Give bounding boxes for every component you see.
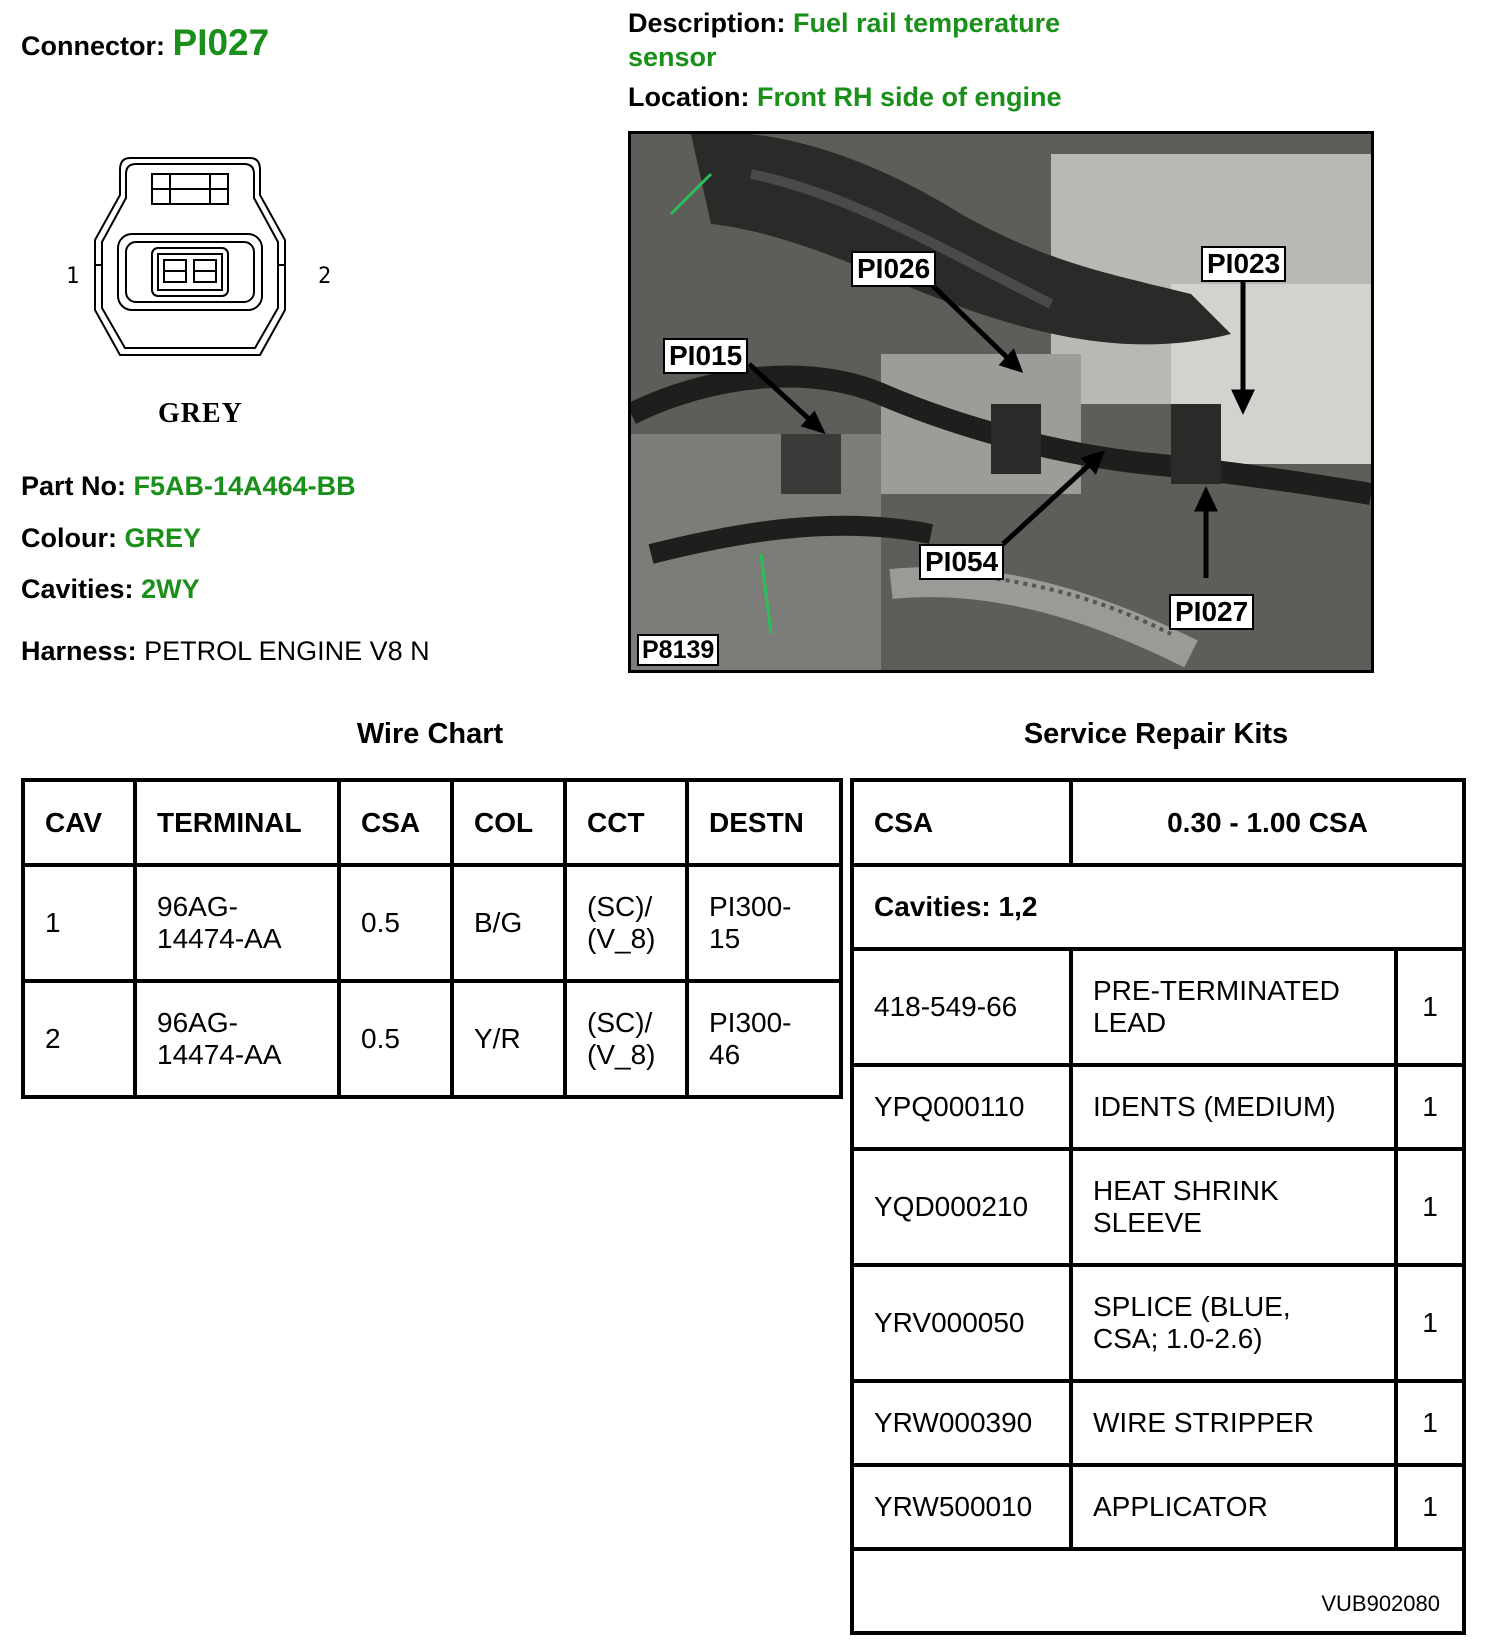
location-line bbox=[628, 82, 1062, 113]
kit-desc-cell: WIRE STRIPPER bbox=[1071, 1381, 1396, 1465]
kit-desc-cell: IDENTS (MEDIUM) bbox=[1071, 1065, 1396, 1149]
callout-pi015: PI015 bbox=[663, 338, 748, 374]
table-row bbox=[23, 981, 841, 1097]
location-label: Location: bbox=[628, 82, 750, 112]
header-cav: CAV bbox=[23, 780, 135, 865]
pin-1-label: 1 bbox=[66, 264, 80, 289]
connector-line bbox=[21, 22, 269, 64]
pin-2-label: 2 bbox=[318, 264, 332, 289]
connector-face-diagram bbox=[60, 150, 320, 390]
csa-cell: 0.5 bbox=[339, 981, 452, 1097]
wire-chart-title: Wire Chart bbox=[356, 718, 504, 750]
terminal-cell: 96AG- 14474-AA bbox=[135, 981, 339, 1097]
kit-part-cell: YRW500010 bbox=[852, 1465, 1071, 1549]
part-no-value: F5AB-14A464-BB bbox=[133, 471, 356, 501]
header-terminal: TERMINAL bbox=[135, 780, 339, 865]
kit-part-cell: YRW000390 bbox=[852, 1381, 1071, 1465]
repair-kits-title: Service Repair Kits bbox=[1023, 718, 1289, 750]
connector-color-caption: GREY bbox=[158, 398, 243, 429]
wire-chart-header-row bbox=[23, 780, 841, 865]
table-row bbox=[852, 1149, 1464, 1265]
header-cct: CCT bbox=[565, 780, 687, 865]
header-destn: DESTN bbox=[687, 780, 841, 865]
callout-pi027: PI027 bbox=[1169, 594, 1254, 630]
cavities-line bbox=[21, 574, 200, 605]
harness-line bbox=[21, 636, 430, 667]
description-line bbox=[628, 6, 1108, 74]
repair-kits-csa-range: 0.30 - 1.00 CSA bbox=[1071, 780, 1464, 865]
col-cell: B/G bbox=[452, 865, 565, 981]
table-row bbox=[852, 1465, 1464, 1549]
colour-label: Colour: bbox=[21, 523, 117, 553]
callout-pi026: PI026 bbox=[851, 251, 936, 287]
part-no-label: Part No: bbox=[21, 471, 127, 501]
engine-location-photo bbox=[628, 131, 1374, 673]
colour-value: GREY bbox=[124, 523, 202, 553]
cav-cell: 1 bbox=[23, 865, 135, 981]
kit-qty-cell: 1 bbox=[1396, 1065, 1464, 1149]
table-row bbox=[23, 865, 841, 981]
kit-desc-cell: SPLICE (BLUE, CSA; 1.0-2.6) bbox=[1071, 1265, 1396, 1381]
table-row bbox=[852, 1381, 1464, 1465]
repair-kits-header-row bbox=[852, 780, 1464, 865]
table-row bbox=[852, 949, 1464, 1065]
kit-qty-cell: 1 bbox=[1396, 1465, 1464, 1549]
connector-label: Connector: bbox=[21, 31, 165, 61]
csa-cell: 0.5 bbox=[339, 865, 452, 981]
harness-value: PETROL ENGINE V8 N bbox=[144, 636, 430, 666]
repair-kits-footer-row bbox=[852, 1549, 1464, 1633]
terminal-cell: 96AG- 14474-AA bbox=[135, 865, 339, 981]
kit-part-cell: YQD000210 bbox=[852, 1149, 1071, 1265]
callout-pi023: PI023 bbox=[1201, 246, 1286, 282]
repair-kits-cavities-row bbox=[852, 865, 1464, 949]
wire-chart-table bbox=[21, 778, 843, 1099]
harness-label: Harness: bbox=[21, 636, 137, 666]
part-no-line bbox=[21, 471, 356, 502]
cavities-value: 2WY bbox=[141, 574, 200, 604]
repair-kits-cavities: Cavities: 1,2 bbox=[852, 865, 1464, 949]
connector-id: PI027 bbox=[172, 22, 270, 63]
kit-desc-cell: PRE-TERMINATED LEAD bbox=[1071, 949, 1396, 1065]
repair-kits-table bbox=[850, 778, 1466, 1635]
table-row bbox=[852, 1065, 1464, 1149]
description-value: Fuel rail temperature sensor bbox=[628, 8, 1061, 72]
kit-part-cell: 418-549-66 bbox=[852, 949, 1071, 1065]
kit-desc-cell: HEAT SHRINK SLEEVE bbox=[1071, 1149, 1396, 1265]
location-value: Front RH side of engine bbox=[757, 82, 1062, 112]
header-col: COL bbox=[452, 780, 565, 865]
kit-qty-cell: 1 bbox=[1396, 1381, 1464, 1465]
kit-qty-cell: 1 bbox=[1396, 949, 1464, 1065]
photo-id: P8139 bbox=[637, 634, 719, 666]
cav-cell: 2 bbox=[23, 981, 135, 1097]
repair-kits-csa-label: CSA bbox=[852, 780, 1071, 865]
callout-pi054: PI054 bbox=[919, 544, 1004, 580]
cct-cell: (SC)/ (V_8) bbox=[565, 981, 687, 1097]
kit-part-cell: YPQ000110 bbox=[852, 1065, 1071, 1149]
header-csa: CSA bbox=[339, 780, 452, 865]
kit-part-cell: YRV000050 bbox=[852, 1265, 1071, 1381]
kit-qty-cell: 1 bbox=[1396, 1149, 1464, 1265]
destn-cell: PI300- 15 bbox=[687, 865, 841, 981]
kit-qty-cell: 1 bbox=[1396, 1265, 1464, 1381]
col-cell: Y/R bbox=[452, 981, 565, 1097]
table-row bbox=[852, 1265, 1464, 1381]
cavities-label: Cavities: bbox=[21, 574, 134, 604]
document-code: VUB902080 bbox=[852, 1549, 1464, 1633]
description-label: Description: bbox=[628, 8, 786, 38]
cct-cell: (SC)/ (V_8) bbox=[565, 865, 687, 981]
colour-line bbox=[21, 523, 201, 554]
destn-cell: PI300- 46 bbox=[687, 981, 841, 1097]
kit-desc-cell: APPLICATOR bbox=[1071, 1465, 1396, 1549]
